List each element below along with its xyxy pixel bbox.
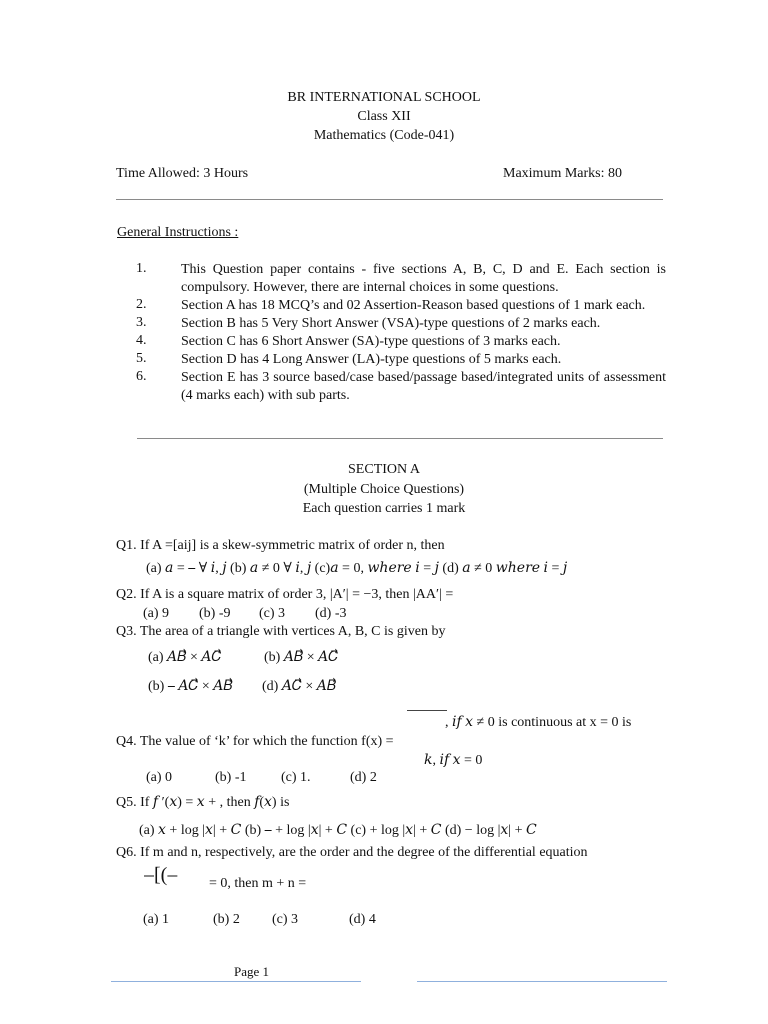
question-3-option-b: (b) 𝐴𝐵⃗ × 𝐴𝐶⃗ [264, 650, 339, 665]
question-6-option-c: (c) 3 [272, 912, 299, 927]
fraction-bar [407, 710, 447, 711]
question-6-equation-rhs: = 0, then m + n = [209, 876, 307, 891]
question-6-equation: ⎯[(⎯ [144, 864, 178, 886]
instruction-number: 2. [136, 297, 147, 312]
instruction-item [136, 315, 666, 333]
instruction-text: This Question paper contains - five sections A, B, C, D and E. Each section is compulsory. However, there are internal choices in some questions. [181, 262, 666, 295]
question-5-options: (a) 𝑥 + log |𝑥| + 𝐶 (b) ⎯ + log |𝑥| + 𝐶 (c) + log |𝑥| + 𝐶 (d) − log |𝑥| + 𝐶 [139, 823, 537, 838]
question-5: Q5. If 𝑓 ′(𝑥) = 𝑥 + , then 𝑓(𝑥) is [116, 795, 290, 810]
section-title: SECTION A [348, 462, 420, 477]
instruction-text: Section D has 4 Long Answer (LA)-type questions of 5 marks each. [181, 352, 562, 367]
question-6-option-d: (d) 4 [349, 912, 376, 927]
question-2: Q2. If A is a square matrix of order 3, |A′| = −3, then |AA′| = [116, 587, 454, 602]
instruction-number: 5. [136, 351, 147, 366]
question-3: Q3. The area of a triangle with vertices A, B, C is given by [116, 624, 446, 639]
instruction-number: 6. [136, 369, 147, 384]
instruction-text: Section A has 18 MCQ’s and 02 Assertion-Reason based questions of 1 mark each. [181, 298, 646, 313]
instructions-list [136, 261, 666, 405]
school-name: BR INTERNATIONAL SCHOOL [287, 90, 481, 105]
instructions-divider [137, 438, 663, 439]
question-4-option-c: (c) 1. [281, 770, 311, 785]
question-2-option-c: (c) 3 [259, 606, 286, 621]
question-1-options: (a) 𝑎 = ⎯ ∀ 𝑖, 𝑗 (b) 𝑎 ≠ 0 ∀ 𝑖, 𝑗 (c)𝑎 = 0, 𝑤ℎ𝑒𝑟𝑒 𝑖 = 𝑗 (d) 𝑎 ≠ 0 𝑤ℎ𝑒𝑟𝑒 𝑖 = 𝑗 [146, 561, 568, 576]
question-4: Q4. The value of ‘k’ for which the function f(x) = [116, 734, 394, 749]
section-subtitle: (Multiple Choice Questions) [303, 482, 465, 497]
footer-line-right [417, 981, 667, 982]
question-3-option-c: (b) ⎯ 𝐴𝐶⃗ × 𝐴𝐵⃗ [148, 679, 233, 694]
header-divider [116, 199, 663, 200]
maximum-marks: Maximum Marks: 80 [503, 166, 622, 181]
instruction-text: Section C has 6 Short Answer (SA)-type questions of 3 marks each. [181, 334, 561, 349]
instruction-number: 3. [136, 315, 147, 330]
question-4-condition-top: , 𝑖𝑓 𝑥 ≠ 0 is continuous at x = 0 is [445, 715, 632, 730]
question-2-option-d: (d) -3 [315, 606, 347, 621]
instruction-text: Section B has 5 Very Short Answer (VSA)-type questions of 2 marks each. [181, 316, 601, 331]
page-number: Page 1 [234, 964, 270, 979]
instruction-item [136, 297, 666, 315]
footer-line-left [111, 981, 361, 982]
section-note: Each question carries 1 mark [302, 501, 466, 516]
question-4-option-b: (b) -1 [215, 770, 247, 785]
question-4-option-a: (a) 0 [146, 770, 173, 785]
time-allowed: Time Allowed: 3 Hours [116, 166, 249, 181]
instruction-item [136, 333, 666, 351]
question-3-option-d: (d) 𝐴𝐶⃗ × 𝐴𝐵⃗ [262, 679, 337, 694]
instruction-text: Section E has 3 source based/case based/passage based/integrated units of assessment (4 marks each) with sub parts. [181, 370, 666, 403]
class-label: Class XII [357, 109, 411, 124]
question-6-option-a: (a) 1 [143, 912, 170, 927]
subject-label: Mathematics (Code-041) [313, 128, 455, 143]
question-4-option-d: (d) 2 [350, 770, 377, 785]
question-6-option-b: (b) 2 [213, 912, 240, 927]
instruction-item [136, 261, 666, 297]
question-6: Q6. If m and n, respectively, are the order and the degree of the differential equation [116, 845, 588, 860]
instructions-title: General Instructions : [117, 225, 239, 240]
question-4-condition-bottom: 𝑘, 𝑖𝑓 𝑥 = 0 [424, 753, 483, 768]
instruction-item [136, 351, 666, 369]
instruction-number: 4. [136, 333, 147, 348]
instruction-item [136, 369, 666, 405]
instruction-number: 1. [136, 261, 147, 276]
question-2-option-a: (a) 9 [143, 606, 170, 621]
question-3-option-a: (a) 𝐴𝐵⃗ × 𝐴𝐶⃗ [148, 650, 222, 665]
question-1: Q1. If A =[aij] is a skew-symmetric matrix of order n, then [116, 538, 445, 553]
question-2-option-b: (b) -9 [199, 606, 231, 621]
